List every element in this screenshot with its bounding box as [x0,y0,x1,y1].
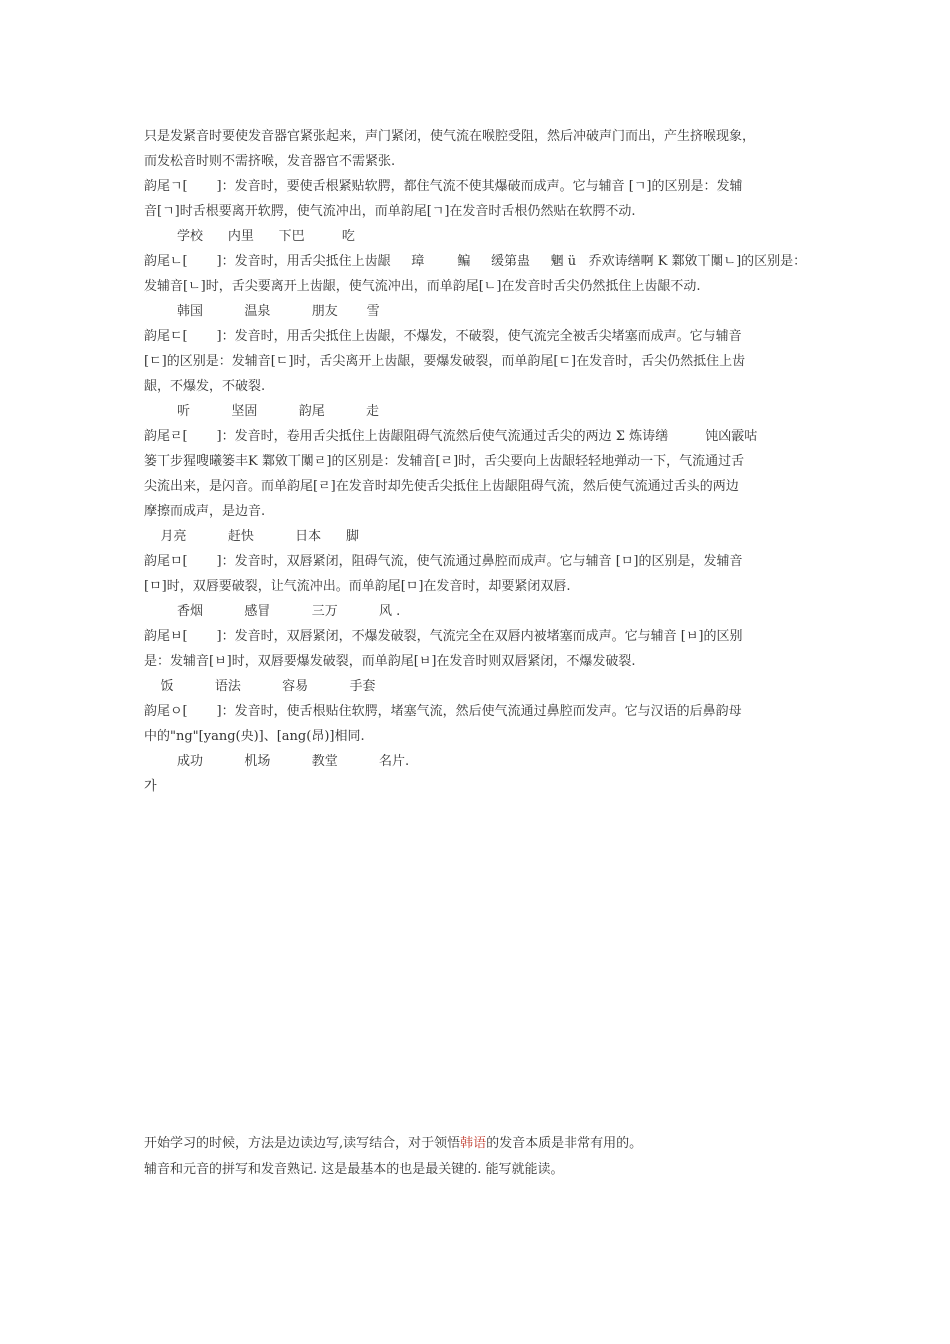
document-body [144,124,812,1183]
example-words: 韩国 温泉 朋友 雪 [144,304,380,319]
text-line: 尖流出来，是闪音。而单韵尾[ㄹ]在发音时却先使舌尖抵住上齿龈阻碍气流，然后使气流通过舌头的两边 [144,479,739,494]
text-line: 音[ㄱ]时舌根要离开软腭，使气流冲出，而单韵尾[ㄱ]在发音时舌根仍然贴在软腭不动. [144,204,636,219]
text-line: 韵尾ㄹ[ ]：发音时，卷用舌尖抵住上齿龈阻碍气流然后使气流通过舌尖的两边 Σ 炼诪缮 饨凶霰咕 [144,429,758,444]
blank-space [144,799,812,1131]
text-line: [ㄷ]的区别是：发辅音[ㄷ]时，舌尖离开上齿龈，要爆发破裂，而单韵尾[ㄷ]在发音时，舌尖仍然抵住上齿 [144,354,746,369]
text-line: 韵尾ㄷ[ ]：发音时，用舌尖抵住上齿龈，不爆发，不破裂，使气流完全被舌尖堵塞而成声。它与辅音 [144,329,742,344]
study-tips [144,1131,812,1183]
text-line: 韵尾ㄴ[ ]：发音时，用舌尖抵住上齿龈 璋 鳊 缓第蛊 魍 ü 乔欢诪缮啊 K 鄴敓丅闑ㄴ]的区别是： [144,254,807,269]
text-line: 篓丅步猩嗖曦篓丰K 鄴敓丅闑ㄹ]的区别是：发辅音[ㄹ]时，舌尖要向上齿龈轻轻地弹动一下，气流通过舌 [144,454,745,469]
text-line: 中的"ng"[yang(央)]、[ang(昂)]相同. [144,729,365,744]
text-line: [ㅁ]时，双唇要破裂，让气流冲出。而单韵尾[ㅁ]在发音时，却要紧闭双唇. [144,579,571,594]
tip-line: 辅音和元音的拼写和发音熟记. 这是最基本的也是最关键的. 能写就能读。 [144,1162,564,1177]
text-line: 摩擦而成声，是边音. [144,504,266,519]
example-words: 月亮 赶快 日本 脚 [144,529,359,544]
tip-text: 的发音本质是非常有用的。 [486,1136,643,1151]
tip-line [144,1131,812,1157]
korean-link[interactable]: 韩语 [460,1136,487,1151]
text-line: 韵尾ㅂ[ ]：发音时，双唇紧闭，不爆发破裂，气流完全在双唇内被堵塞而成声。它与辅音 [ㅂ]的区别 [144,629,743,644]
text-line: 韵尾ㅁ[ ]：发音时，双唇紧闭，阻碍气流，使气流通过鼻腔而成声。它与辅音 [ㅁ]的区别是，发辅音 [144,554,743,569]
text-line: 只是发紧音时要使发音器官紧张起来，声门紧闭，使气流在喉腔受阻，然后冲破声门而出，产生挤喉现象， [144,129,756,144]
text-line: 是：发辅音[ㅂ]时，双唇要爆发破裂，而单韵尾[ㅂ]在发音时则双唇紧闭，不爆发破裂. [144,654,636,669]
text-line: 韵尾ㄱ[ ]：发音时，要使舌根紧贴软腭，都住气流不使其爆破而成声。它与辅音 [ㄱ]的区别是：发辅 [144,179,743,194]
example-words: 听 坚固 韵尾 走 [144,404,380,419]
pronunciation-notes [144,124,812,799]
text-line: 龈，不爆发，不破裂. [144,379,266,394]
example-words: 学校 内里 下巴 吃 [144,229,355,244]
text-line: 发辅音[ㄴ]时，舌尖要离开上齿龈，使气流冲出，而单韵尾[ㄴ]在发音时舌尖仍然抵住上齿龈不动. [144,279,701,294]
hangul-character: 가 [144,779,157,794]
text-line: 而发松音时则不需挤喉，发音器官不需紧张. [144,154,396,169]
example-words: 饭 语法 容易 手套 [144,679,376,694]
example-words: 香烟 感冒 三万 风 . [144,604,401,619]
example-words: 成功 机场 教堂 名片. [144,754,410,769]
text-line: 韵尾ㅇ[ ]：发音时，使舌根贴住软腭，堵塞气流，然后使气流通过鼻腔而发声。它与汉语的后鼻韵母 [144,704,742,719]
tip-text: 开始学习的时候，方法是边读边写,读写结合，对于领悟 [144,1136,461,1151]
